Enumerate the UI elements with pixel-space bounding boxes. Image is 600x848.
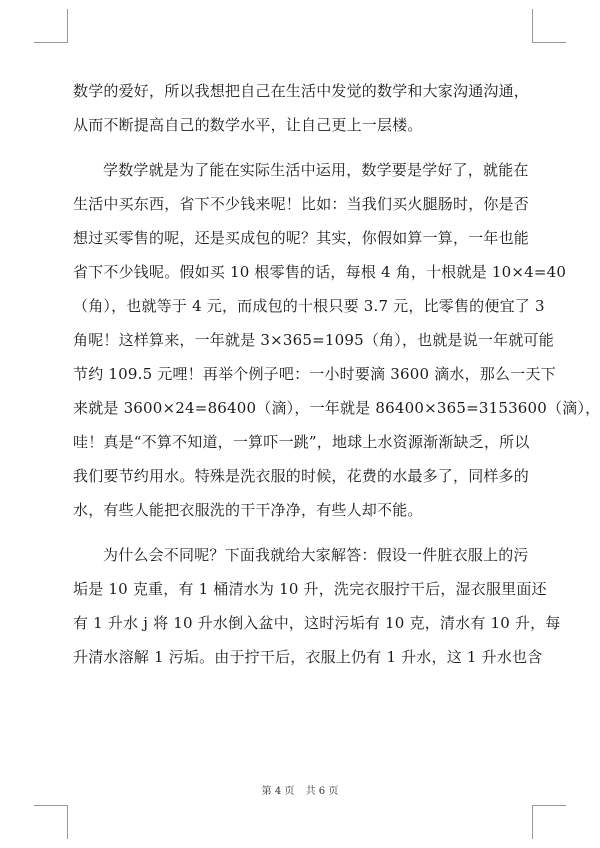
document-body: [73, 74, 600, 674]
text-line: 升清水溶解 1 污垢。由于拧干后，衣服上仍有 1 升水，这 1 升水也含: [73, 648, 543, 666]
crop-mark-top-left-v: [67, 9, 68, 43]
text-line: 想过买零售的呢，还是买成包的呢？其实，你假如算一算，一年也能: [73, 229, 530, 247]
crop-mark-bottom-right-v: [532, 805, 533, 839]
text-line: 来就是 3600×24=86400（滴），一年就是 86400×365=3153600（滴），: [73, 399, 600, 417]
crop-mark-bottom-left-h: [34, 805, 68, 806]
text-line: 数学的爱好，所以我想把自己在生活中发觉的数学和大家沟通沟通，: [73, 82, 530, 100]
page-total: 共 6 页: [305, 786, 339, 797]
text-line: 学数学就是为了能在实际生活中运用，数学要是学好了，就能在: [103, 161, 529, 179]
page-number: 第 4 页: [261, 786, 295, 797]
text-line: （角），也就等于 4 元，而成包的十根只要 3.7 元，比零售的便宜了 3: [73, 297, 545, 315]
text-line: 垢是 10 克重，有 1 桶清水为 10 升，洗完衣服拧干后，湿衣服里面还: [73, 580, 547, 598]
paragraph-3: [73, 538, 561, 674]
crop-mark-top-right-v: [532, 9, 533, 43]
text-line: 为什么会不同呢？下面我就给大家解答：假设一件脏衣服上的污: [103, 546, 529, 564]
text-line: 角呢！这样算来，一年就是 3×365=1095（角），也就是说一年就可能: [73, 331, 554, 349]
text-line: 节约 109.5 元哩！再举个例子吧：一小时要滴 3600 滴水，那么一天下: [73, 365, 556, 383]
crop-mark-top-left-h: [34, 42, 68, 43]
paragraph-2: [73, 153, 600, 527]
text-line: 生活中买东西，省下不少钱来呢！比如：当我们买火腿肠时，你是否: [73, 195, 530, 213]
text-line: 水，有些人能把衣服洗的干干净净，有些人却不能。: [73, 501, 423, 519]
paragraph-1: [73, 74, 529, 142]
crop-mark-top-right-h: [532, 42, 566, 43]
text-line: 从而不断提高自己的数学水平，让自己更上一层楼。: [73, 116, 423, 134]
crop-mark-bottom-left-v: [67, 805, 68, 839]
crop-mark-bottom-right-h: [532, 805, 566, 806]
text-line: 省下不少钱呢。假如买 10 根零售的话，每根 4 角，十根就是 10×4=40: [73, 263, 567, 281]
text-line: 有 1 升水 j 将 10 升水倒入盆中，这时污垢有 10 克，清水有 10 升，每: [73, 614, 561, 632]
text-line: 我们要节约用水。特殊是洗衣服的时候，花费的水最多了，同样多的: [73, 467, 530, 485]
text-line: 哇！真是“不算不知道，一算吓一跳”，地球上水资源渐渐缺乏，所以: [73, 433, 530, 451]
page-footer: [0, 782, 600, 797]
